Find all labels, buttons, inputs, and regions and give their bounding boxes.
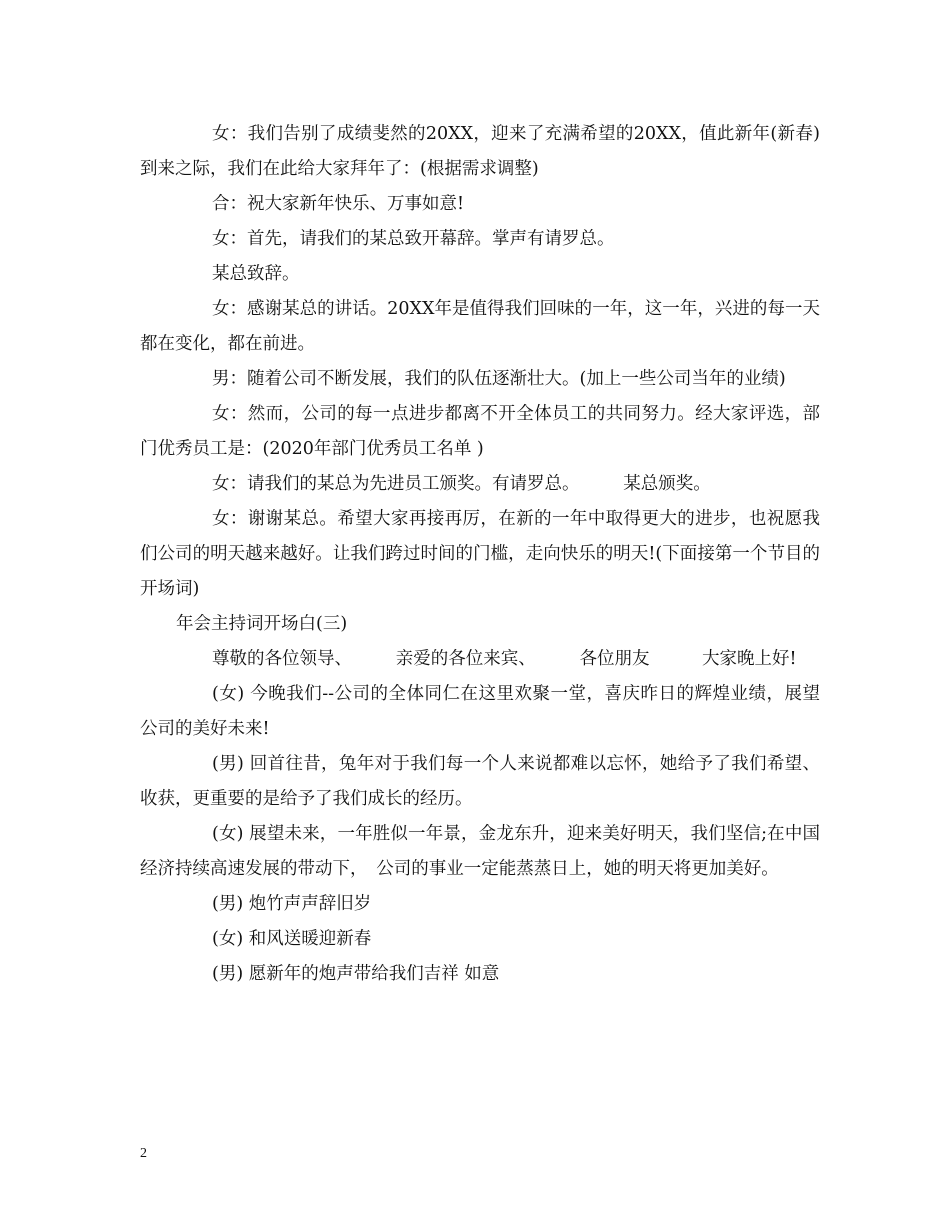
paragraph: 男：随着公司不断发展，我们的队伍逐渐壮大。(加上一些公司当年的业绩)	[212, 369, 786, 389]
paragraph: (男) 炮竹声声辞旧岁	[212, 894, 372, 914]
paragraph: (女) 今晚我们--公司的全体同仁在这里欢聚一堂，喜庆昨日的辉煌业绩，展望公司的美好未来!	[140, 684, 820, 739]
paragraph: 女：谢谢某总。希望大家再接再厉，在新的一年中取得更大的进步，也祝愿我们公司的明天越来越好。让我们跨过时间的门槛，走向快乐的明天!(下面接第一个节目的开场词)	[140, 509, 820, 599]
paragraph: (男) 愿新年的炮声带给我们吉祥 如意	[212, 964, 500, 984]
paragraph: 女：首先，请我们的某总致开幕辞。掌声有请罗总。	[212, 229, 615, 249]
paragraph: 尊敬的各位领导、 亲爱的各位来宾、 各位朋友 大家晚上好!	[212, 649, 797, 669]
paragraph: (女) 展望未来，一年胜似一年景，金龙东升，迎来美好明天，我们坚信;在中国经济持续高速发展的带动下， 公司的事业一定能蒸蒸日上，她的明天将更加美好。	[140, 824, 820, 879]
paragraph: 合：祝大家新年快乐、万事如意!	[212, 194, 465, 214]
paragraph: (女) 和风送暖迎新春	[212, 929, 372, 949]
paragraph: 女：感谢某总的讲话。20XX年是值得我们回味的一年，这一年，兴进的每一天都在变化，都在前进。	[140, 299, 820, 354]
document-body	[140, 117, 820, 992]
paragraph: 女：我们告别了成绩斐然的20XX，迎来了充满希望的20XX，值此新年(新春)到来之际，我们在此给大家拜年了：(根据需求调整)	[140, 124, 820, 179]
paragraph: 女：请我们的某总为先进员工颁奖。有请罗总。 某总颁奖。	[212, 474, 711, 494]
page-number: 2	[140, 1146, 147, 1161]
section-heading: 年会主持词开场白(三)	[176, 614, 348, 634]
paragraph: 某总致辞。	[212, 264, 300, 284]
paragraph: 女：然而，公司的每一点进步都离不开全体员工的共同努力。经大家评选，部门优秀员工是：(2020年部门优秀员工名单 )	[140, 404, 820, 459]
paragraph: (男) 回首往昔，兔年对于我们每一个人来说都难以忘怀，她给予了我们希望、收获，更重要的是给予了我们成长的经历。	[140, 754, 820, 809]
